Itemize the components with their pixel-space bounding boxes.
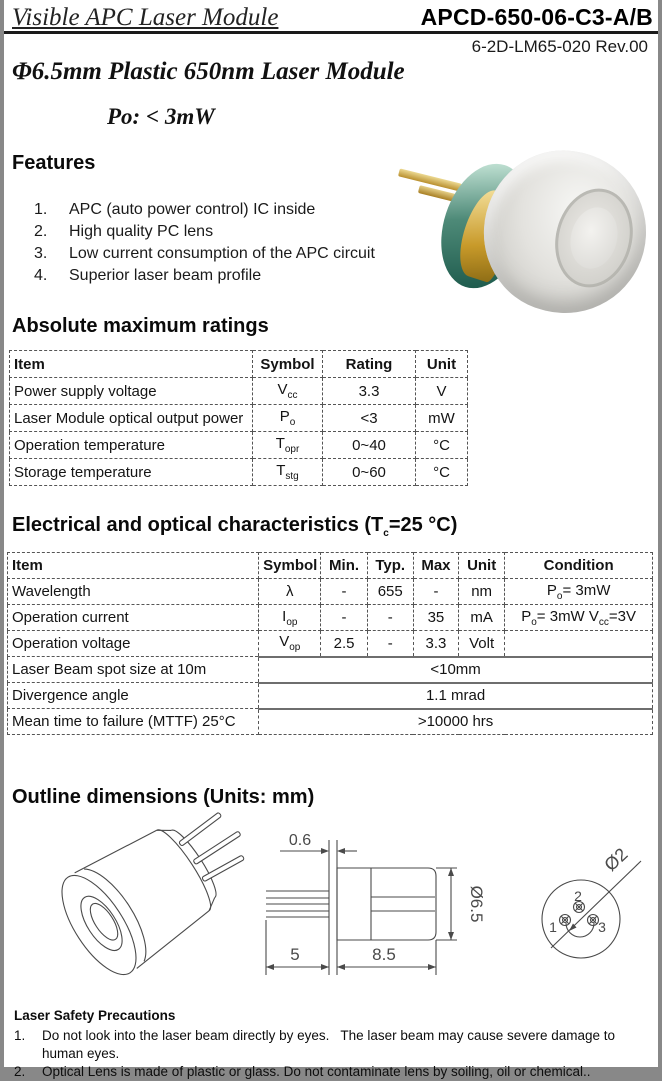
table-cell: 35 <box>413 605 458 631</box>
feature-text: Low current consumption of the APC circuit <box>69 245 375 262</box>
table-cell: 2.5 <box>321 631 367 657</box>
table-cell: - <box>367 631 413 657</box>
side-leads <box>266 891 329 917</box>
column-header: Unit <box>416 351 468 378</box>
safety-number: 1. <box>14 1028 26 1043</box>
column-header: Item <box>8 553 259 579</box>
table-cell: - <box>367 605 413 631</box>
table-row <box>10 432 468 459</box>
dim-diameter-label: Ø6.5 <box>467 885 486 923</box>
table-row <box>8 579 653 605</box>
table-cell-merged: <10mm <box>259 657 653 683</box>
table-cell: Divergence angle <box>8 683 259 709</box>
feature-text: APC (auto power control) IC inside <box>69 201 316 218</box>
table-cell: 0~40 <box>323 432 416 459</box>
column-header: Condition <box>505 553 653 579</box>
table-cell: $T_{opr}$ <box>253 432 323 459</box>
features-list <box>34 199 375 287</box>
table-row <box>8 709 653 735</box>
datasheet-page <box>4 0 658 1079</box>
rear-pin-1 <box>560 915 571 926</box>
column-header: Unit <box>459 553 505 579</box>
safety-number: 2. <box>14 1064 26 1079</box>
table-cell: Volt <box>459 631 505 657</box>
table-cell-merged: 1.1 mrad <box>259 683 653 709</box>
table-cell: mW <box>416 405 468 432</box>
feature-text: Superior laser beam profile <box>69 267 262 284</box>
table-cell: - <box>321 605 367 631</box>
side-view <box>266 832 486 975</box>
dim-lead-length-label: 5 <box>290 945 300 964</box>
table-row <box>10 405 468 432</box>
dim-flange-label: 0.6 <box>288 832 312 849</box>
feature-text: High quality PC lens <box>69 223 214 240</box>
header-rule <box>4 31 658 34</box>
column-header: Min. <box>321 553 367 579</box>
table-cell: - <box>321 579 367 605</box>
table-cell: Operation current <box>8 605 259 631</box>
feature-number: 2. <box>34 223 48 240</box>
table-cell: $P_o$ <box>253 405 323 432</box>
table-cell: $V_{op}$ <box>259 631 321 657</box>
feature-number: 1. <box>34 201 48 218</box>
table-cell: nm <box>459 579 505 605</box>
document-number: 6-2D-LM65-020 Rev.00 <box>471 37 648 56</box>
table-cell: Mean time to failure (MTTF) 25°C <box>8 709 259 735</box>
outline-drawing <box>4 818 658 1013</box>
table-header-row <box>8 553 653 579</box>
safety-section <box>14 1008 654 1081</box>
table-cell: $I_{op}$ <box>259 605 321 631</box>
table-cell-merged: >10000 hrs <box>259 709 653 735</box>
electrical-table <box>7 552 653 735</box>
safety-text: Do not look into the laser beam directly by eyes. The laser beam may cause severe damage to human eyes. <box>42 1028 619 1061</box>
table-cell: Laser Beam spot size at 10m <box>8 657 259 683</box>
outline-heading: Outline dimensions (Units: mm) <box>12 786 315 808</box>
table-cell: $P_o= 3mW$ $V_{cc}=3V$ <box>505 605 653 631</box>
feature-item <box>34 265 375 287</box>
column-header: Rating <box>323 351 416 378</box>
column-header: Max <box>413 553 458 579</box>
features-heading: Features <box>12 152 96 174</box>
table-row <box>8 657 653 683</box>
table-cell: Operation temperature <box>10 432 253 459</box>
table-cell: $V_{cc}$ <box>253 378 323 405</box>
table-row <box>10 459 468 486</box>
feature-item <box>34 221 375 243</box>
safety-text: Optical Lens is made of plastic or glass. Do not contaminate lens by soiling, oil or chemical.. <box>42 1064 591 1079</box>
table-cell: $T_{stg}$ <box>253 459 323 486</box>
feature-item <box>34 199 375 221</box>
table-cell: Storage temperature <box>10 459 253 486</box>
feature-item <box>34 243 375 265</box>
table-cell: 3.3 <box>323 378 416 405</box>
safety-item <box>14 1027 654 1063</box>
table-cell: <3 <box>323 405 416 432</box>
feature-number: 4. <box>34 267 48 284</box>
table-cell <box>505 631 653 657</box>
isometric-view <box>48 786 271 986</box>
product-title: Φ6.5mm Plastic 650nm Laser Module <box>12 58 405 85</box>
column-header: Symbol <box>259 553 321 579</box>
column-header: Typ. <box>367 553 413 579</box>
column-header: Symbol <box>253 351 323 378</box>
pin-label-3: 3 <box>598 919 606 935</box>
table-row <box>8 631 653 657</box>
power-spec: Po: < 3mW <box>107 104 215 129</box>
safety-item <box>14 1063 654 1081</box>
pin-label-2: 2 <box>574 888 582 904</box>
isometric-pins <box>177 809 253 885</box>
table-cell: Power supply voltage <box>10 378 253 405</box>
rear-pin-3 <box>588 915 599 926</box>
rear-view <box>542 844 641 958</box>
table-cell: °C <box>416 432 468 459</box>
document-title: Visible APC Laser Module <box>12 4 279 31</box>
table-cell: Laser Module optical output power <box>10 405 253 432</box>
table-cell: 3.3 <box>413 631 458 657</box>
ratings-table <box>9 350 468 486</box>
table-row <box>8 605 653 631</box>
table-cell: mA <box>459 605 505 631</box>
table-row <box>10 378 468 405</box>
table-cell: λ <box>259 579 321 605</box>
table-cell: $P_o= 3mW$ <box>505 579 653 605</box>
pin-label-1: 1 <box>549 919 557 935</box>
table-cell: Operation voltage <box>8 631 259 657</box>
table-cell: 0~60 <box>323 459 416 486</box>
table-cell: 655 <box>367 579 413 605</box>
safety-heading: Laser Safety Precautions <box>14 1008 176 1023</box>
column-header: Item <box>10 351 253 378</box>
feature-number: 3. <box>34 245 48 262</box>
table-header-row <box>10 351 468 378</box>
table-row <box>8 683 653 709</box>
electrical-heading: Electrical and optical characteristics ($T_c=25$ °C) <box>12 514 458 539</box>
table-cell: - <box>413 579 458 605</box>
part-number: APCD-650-06-C3-A/B <box>420 4 653 30</box>
table-cell: °C <box>416 459 468 486</box>
dim-pin-circle-label: Ø2 <box>600 844 632 876</box>
table-cell: V <box>416 378 468 405</box>
ratings-heading: Absolute maximum ratings <box>12 315 269 337</box>
table-cell: Wavelength <box>8 579 259 605</box>
product-photo <box>392 146 654 318</box>
dim-body-length-label: 8.5 <box>372 945 396 964</box>
